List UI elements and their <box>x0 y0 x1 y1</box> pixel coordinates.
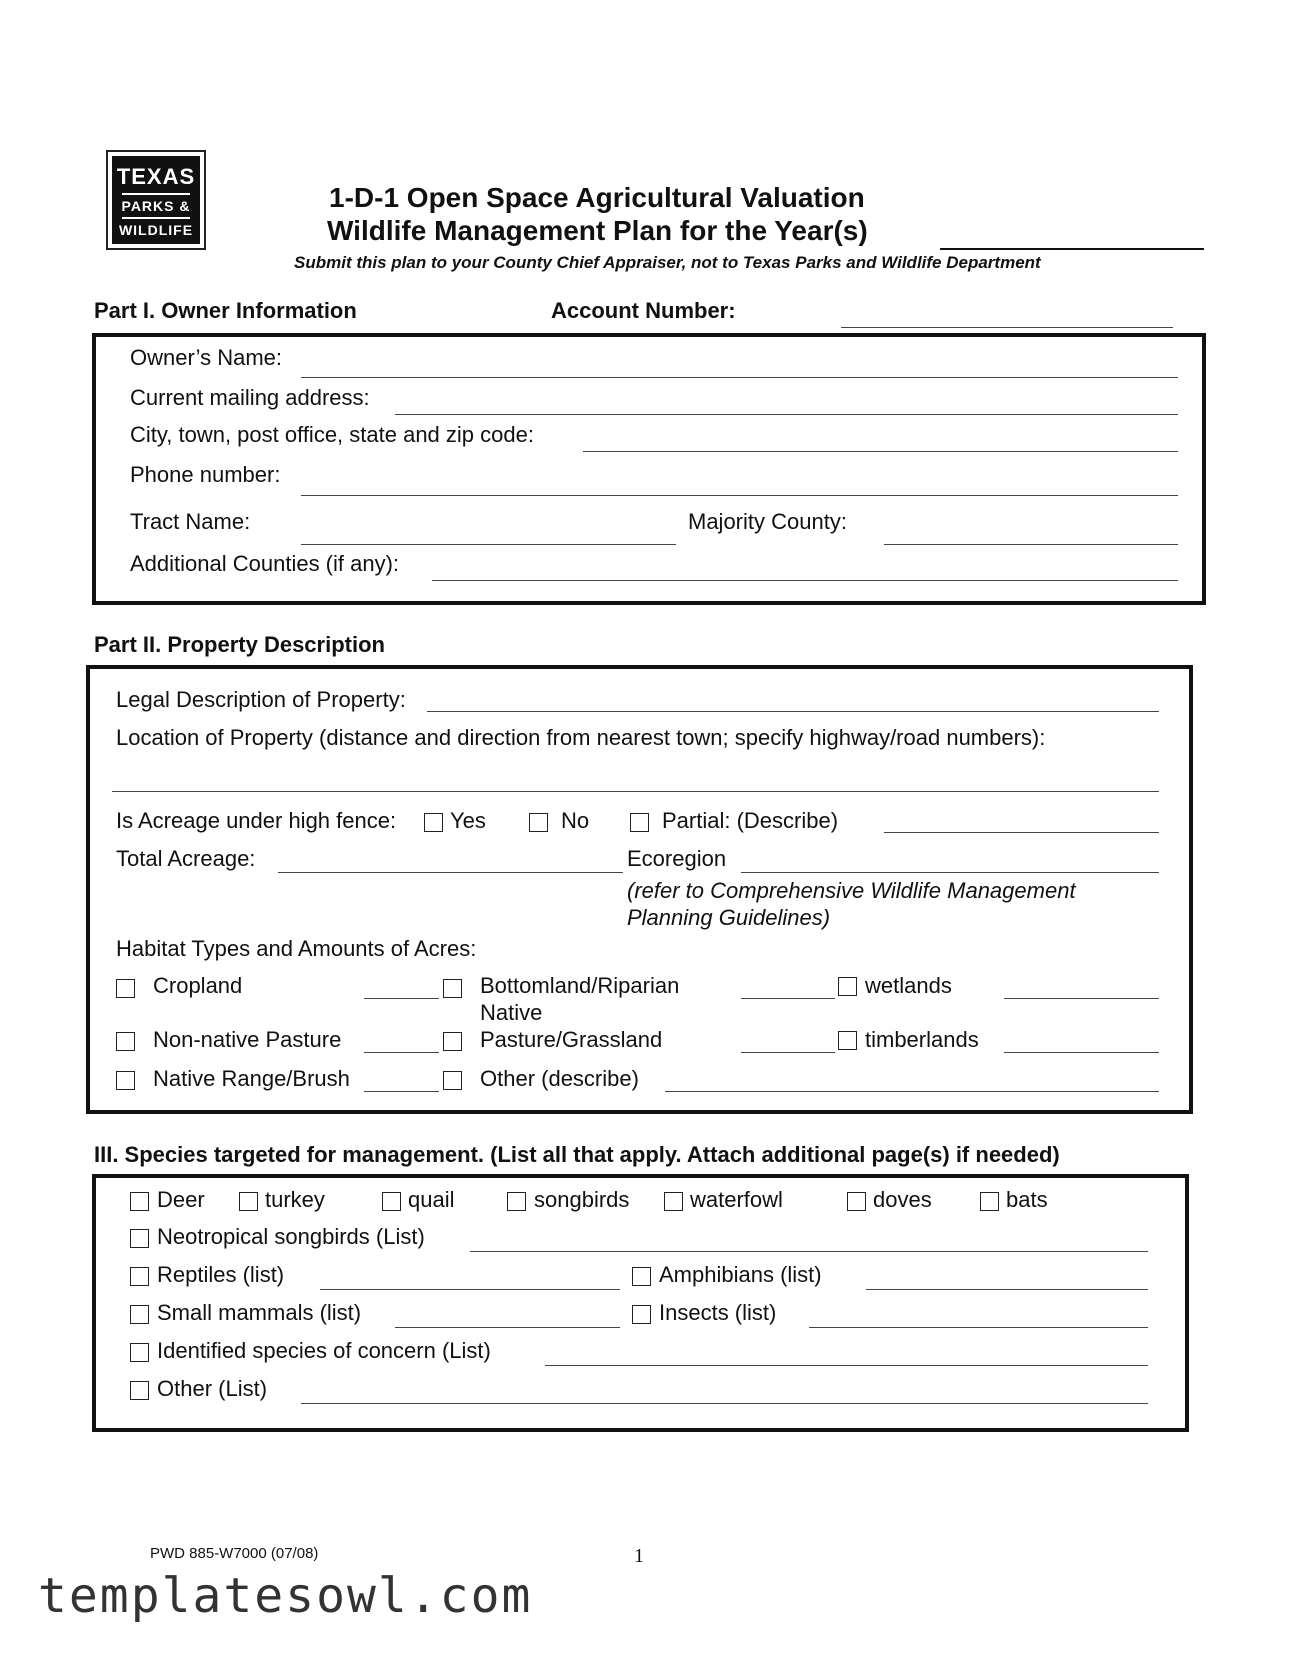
bats-label: bats <box>1006 1187 1048 1212</box>
cropland-checkbox[interactable] <box>116 979 135 998</box>
additional-counties-field[interactable] <box>432 580 1178 581</box>
ecoregion-label: Ecoregion <box>627 846 727 871</box>
insects-label: Insects (list) <box>659 1300 777 1325</box>
waterfowl-label: waterfowl <box>690 1187 783 1212</box>
wetlands-label: wetlands <box>865 973 952 998</box>
amphibians-checkbox[interactable] <box>632 1267 651 1286</box>
logo-text-texas: TEXAS <box>116 164 196 189</box>
reptiles-field[interactable] <box>320 1289 620 1290</box>
deer-label: Deer <box>157 1187 205 1212</box>
high-fence-no-label: No <box>561 808 590 833</box>
native-pasture-checkbox[interactable] <box>443 1032 462 1051</box>
species-concern-checkbox[interactable] <box>130 1343 149 1362</box>
part2-heading: Part II. Property Description <box>94 632 385 657</box>
wetlands-checkbox[interactable] <box>838 977 857 996</box>
high-fence-label: Is Acreage under high fence: <box>116 808 397 833</box>
majority-county-field[interactable] <box>884 544 1178 545</box>
logo-text-parks: PARKS & <box>121 198 191 214</box>
owner-name-label: Owner’s Name: <box>130 345 283 370</box>
amphibians-label: Amphibians (list) <box>659 1262 822 1287</box>
neotropical-field[interactable] <box>470 1251 1148 1252</box>
species-concern-field[interactable] <box>545 1365 1148 1366</box>
ecoregion-note-2: Planning Guidelines) <box>627 905 831 930</box>
quail-checkbox[interactable] <box>382 1192 401 1211</box>
other-species-label: Other (List) <box>157 1376 268 1401</box>
tpwd-logo <box>106 150 206 250</box>
amphibians-field[interactable] <box>866 1289 1148 1290</box>
small-mammals-checkbox[interactable] <box>130 1305 149 1324</box>
ecoregion-note-1: (refer to Comprehensive Wildlife Management <box>627 878 1076 903</box>
bats-checkbox[interactable] <box>980 1192 999 1211</box>
high-fence-partial-checkbox[interactable] <box>630 813 649 832</box>
form-title-line2: Wildlife Management Plan for the Year(s) <box>327 215 868 246</box>
other-habitat-checkbox[interactable] <box>443 1071 462 1090</box>
legal-description-field[interactable] <box>427 711 1159 712</box>
timberlands-label: timberlands <box>865 1027 979 1052</box>
mailing-address-label: Current mailing address: <box>130 385 370 410</box>
part1-heading: Part I. Owner Information <box>94 298 357 323</box>
other-habitat-label: Other (describe) <box>480 1066 639 1091</box>
species-concern-label: Identified species of concern (List) <box>157 1338 491 1363</box>
nonnative-pasture-label: Non-native Pasture <box>153 1027 342 1052</box>
native-range-checkbox[interactable] <box>116 1071 135 1090</box>
bottomland-checkbox[interactable] <box>443 979 462 998</box>
small-mammals-field[interactable] <box>395 1327 620 1328</box>
bottomland-acres-field[interactable] <box>741 998 835 999</box>
doves-checkbox[interactable] <box>847 1192 866 1211</box>
location-field[interactable] <box>112 791 1159 792</box>
legal-description-label: Legal Description of Property: <box>116 687 406 712</box>
pasture-grassland-label: Pasture/Grassland <box>480 1027 663 1052</box>
bottomland-label: Bottomland/Riparian <box>480 973 680 998</box>
form-id: PWD 885-W7000 (07/08) <box>150 1545 319 1562</box>
phone-number-field[interactable] <box>301 495 1178 496</box>
other-habitat-field[interactable] <box>665 1091 1159 1092</box>
other-species-checkbox[interactable] <box>130 1381 149 1400</box>
year-field[interactable] <box>940 248 1204 250</box>
watermark: templatesowl.com <box>38 1568 533 1624</box>
high-fence-no-checkbox[interactable] <box>529 813 548 832</box>
location-label: Location of Property (distance and direction from nearest town; specify highway/road numbers): <box>116 725 1046 750</box>
part3-heading: III. Species targeted for management. (List all that apply. Attach additional page(s) if needed) <box>94 1142 1060 1167</box>
deer-checkbox[interactable] <box>130 1192 149 1211</box>
timberlands-checkbox[interactable] <box>838 1031 857 1050</box>
native-range-label: Native Range/Brush <box>153 1066 350 1091</box>
native-pasture-acres-field[interactable] <box>741 1052 835 1053</box>
insects-checkbox[interactable] <box>632 1305 651 1324</box>
reptiles-label: Reptiles (list) <box>157 1262 285 1287</box>
form-title-line1: 1-D-1 Open Space Agricultural Valuation <box>329 182 865 213</box>
neotropical-label: Neotropical songbirds (List) <box>157 1224 425 1249</box>
quail-label: quail <box>408 1187 455 1212</box>
tract-name-field[interactable] <box>301 544 676 545</box>
tract-name-label: Tract Name: <box>130 509 251 534</box>
account-number-label: Account Number: <box>551 298 736 323</box>
cropland-acres-field[interactable] <box>364 998 439 999</box>
habitat-heading: Habitat Types and Amounts of Acres: <box>116 936 477 961</box>
city-state-zip-field[interactable] <box>583 451 1178 452</box>
page-number: 1 <box>634 1545 644 1567</box>
high-fence-partial-field[interactable] <box>884 832 1159 833</box>
logo-text-wildlife: WILDLIFE <box>118 222 194 238</box>
neotropical-checkbox[interactable] <box>130 1229 149 1248</box>
native-label: Native <box>480 1000 543 1025</box>
majority-county-label: Majority County: <box>688 509 847 534</box>
cropland-label: Cropland <box>153 973 243 998</box>
other-species-field[interactable] <box>301 1403 1148 1404</box>
account-number-field[interactable] <box>841 327 1173 328</box>
owner-name-field[interactable] <box>301 377 1178 378</box>
city-state-zip-label: City, town, post office, state and zip code: <box>130 422 534 447</box>
small-mammals-label: Small mammals (list) <box>157 1300 362 1325</box>
total-acreage-field[interactable] <box>278 872 623 873</box>
songbirds-label: songbirds <box>534 1187 630 1212</box>
high-fence-partial-label: Partial: (Describe) <box>662 808 839 833</box>
form-subtitle: Submit this plan to your County Chief Appraiser, not to Texas Parks and Wildlife Department <box>294 253 1041 272</box>
high-fence-yes-checkbox[interactable] <box>424 813 443 832</box>
insects-field[interactable] <box>809 1327 1148 1328</box>
total-acreage-label: Total Acreage: <box>116 846 256 871</box>
phone-number-label: Phone number: <box>130 462 281 487</box>
songbirds-checkbox[interactable] <box>507 1192 526 1211</box>
turkey-checkbox[interactable] <box>239 1192 258 1211</box>
nonnative-pasture-checkbox[interactable] <box>116 1032 135 1051</box>
ecoregion-field[interactable] <box>741 872 1159 873</box>
wetlands-acres-field[interactable] <box>1004 998 1159 999</box>
mailing-address-field[interactable] <box>395 414 1178 415</box>
native-range-acres-field[interactable] <box>364 1091 439 1092</box>
additional-counties-label: Additional Counties (if any): <box>130 551 400 576</box>
reptiles-checkbox[interactable] <box>130 1267 149 1286</box>
timberlands-acres-field[interactable] <box>1004 1052 1159 1053</box>
high-fence-yes-label: Yes <box>450 808 486 833</box>
nonnative-pasture-acres-field[interactable] <box>364 1052 439 1053</box>
turkey-label: turkey <box>265 1187 325 1212</box>
doves-label: doves <box>873 1187 932 1212</box>
waterfowl-checkbox[interactable] <box>664 1192 683 1211</box>
